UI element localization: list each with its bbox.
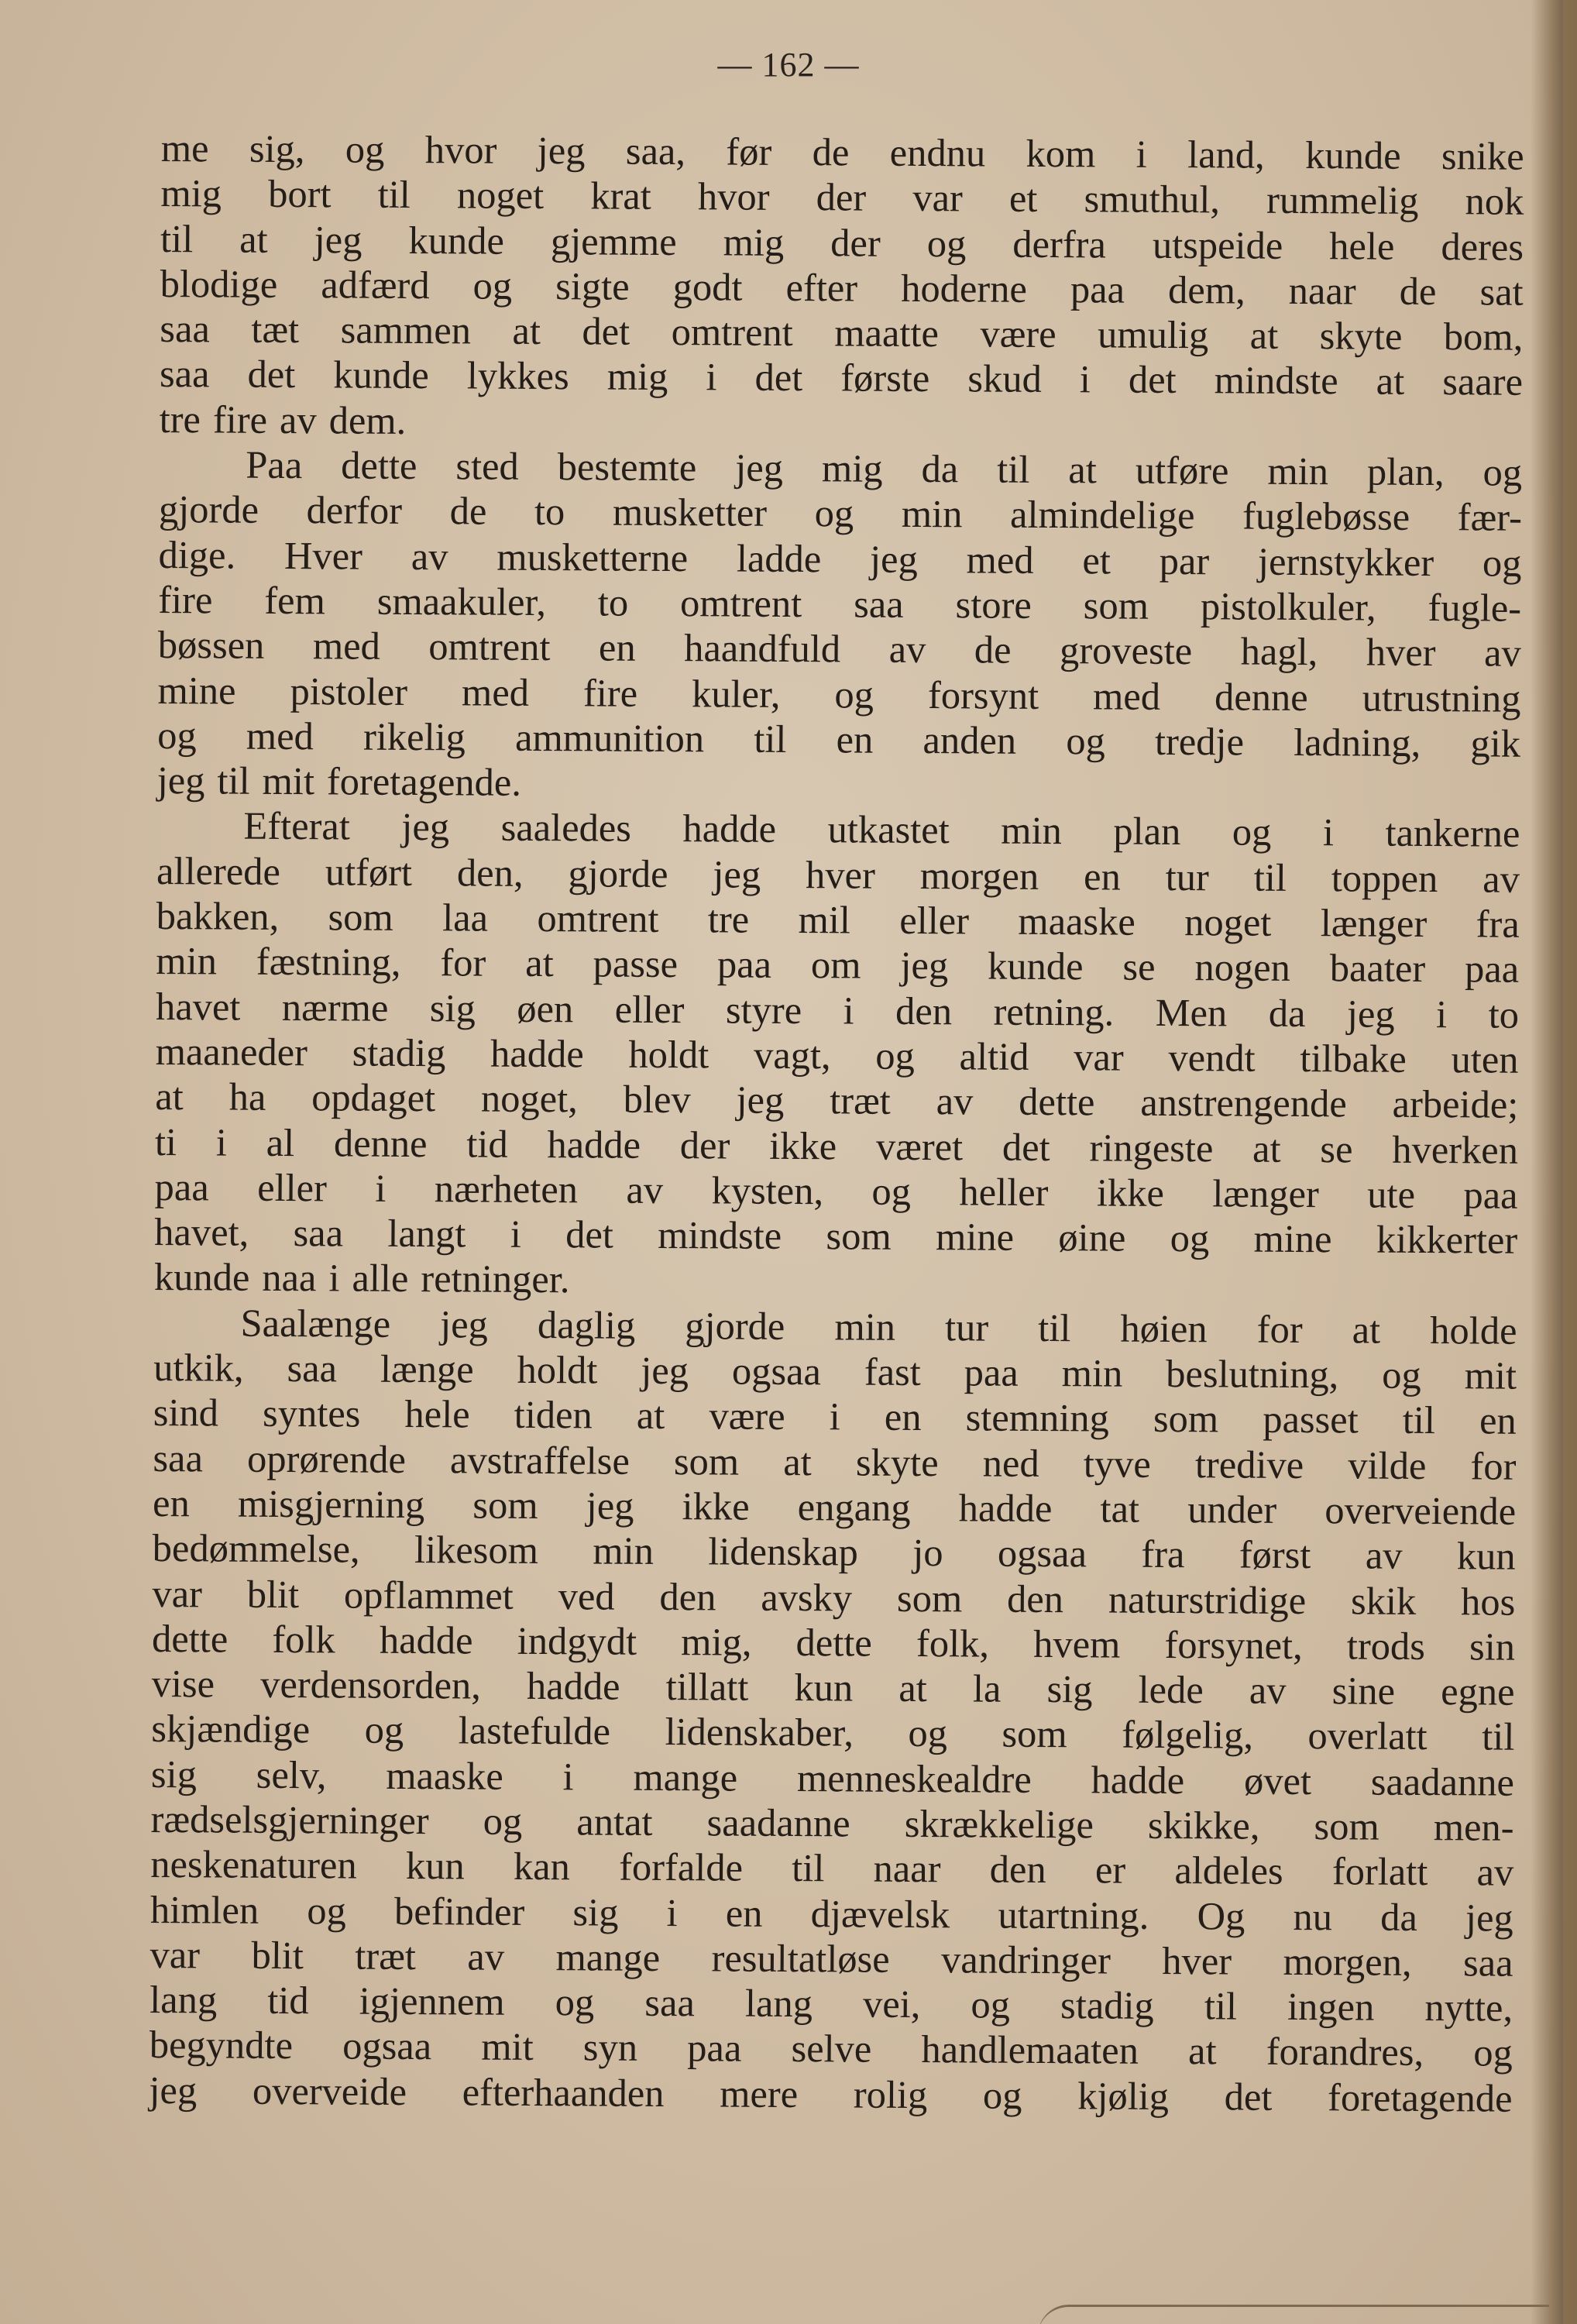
text-line: fire fem smaakuler, to omtrent saa store som pistolkuler, fugle- bbox=[158, 577, 1522, 630]
text-line: kunde naa i alle retninger. bbox=[153, 1255, 570, 1301]
text-line: Paa dette sted bestemte jeg mig da til at utføre min plan, og bbox=[246, 442, 1523, 494]
text-line: skjændige og lastefulde lidenskaber, og som følgelig, overlatt til bbox=[151, 1707, 1515, 1759]
text-line: saa tæt sammen at det omtrent maatte være umulig at skyte bom, bbox=[160, 307, 1524, 359]
text-line: utkik, saa længe holdt jeg ogsaa fast paa min beslutning, og mit bbox=[153, 1345, 1517, 1397]
text-line: dige. Hver av musketterne ladde jeg med et par jernstykker og bbox=[158, 532, 1522, 585]
text-line: en misgjerning som jeg ikke engang hadde tat under overveiende bbox=[152, 1480, 1517, 1533]
text-line: maaneder stadig hadde holdt vagt, og altid var vendt tilbake uten bbox=[155, 1029, 1519, 1081]
text-line: og med rikelig ammunition til en anden og tredje ladning, gik bbox=[157, 713, 1521, 765]
text-line: var blit opflammet ved den avsky som den naturstridige skik hos bbox=[152, 1571, 1516, 1624]
page-number: — 162 — bbox=[717, 46, 860, 84]
text-line: bøssen med omtrent en haandfuld av de groveste hagl, hver av bbox=[157, 623, 1521, 676]
text-line: saa det kunde lykkes mig i det første skud i det mindste at saare bbox=[159, 352, 1524, 404]
text-line: allerede utført den, gjorde jeg hver morgen en tur til toppen av bbox=[156, 848, 1520, 901]
text-line: bakken, som laa omtrent tre mil eller maaske noget længer fra bbox=[156, 894, 1520, 946]
text-line: havet, saa langt i det mindste som mine øine og mine kikkerter bbox=[154, 1210, 1518, 1262]
text-line: dette folk hadde indgydt mig, dette folk, hvem forsynet, trods sin bbox=[151, 1616, 1516, 1669]
text-line: me sig, og hvor jeg saa, før de endnu kom i land, kunde snike bbox=[160, 125, 1524, 178]
text-line: saa oprørende avstraffelse som at skyte ned tyve tredive vilde for bbox=[153, 1435, 1517, 1488]
text-line: at ha opdaget noget, blev jeg træt av dette anstrengende arbeide; bbox=[155, 1074, 1519, 1126]
text-line: blodige adfærd og sigte godt efter hoderne paa dem, naar de sat bbox=[160, 261, 1524, 314]
text-line: neskenaturen kun kan forfalde til naar den er aldeles forlatt av bbox=[150, 1842, 1514, 1894]
text-line: rædselsgjerninger og antat saadanne skrækkelige skikke, som men- bbox=[150, 1796, 1514, 1849]
text-line: var blit træt av mange resultatløse vandringer hver morgen, saa bbox=[149, 1932, 1513, 1985]
text-line: mine pistoler med fire kuler, og forsynt med denne utrustning bbox=[157, 668, 1521, 720]
text-line: tre fire av dem. bbox=[159, 397, 407, 442]
text-line: himlen og befinder sig i en djævelsk utartning. Og nu da jeg bbox=[149, 1887, 1513, 1940]
text-line: paa eller i nærheten av kysten, og heller ikke længer ute paa bbox=[154, 1164, 1518, 1217]
text-line: vise verdensorden, hadde tillatt kun at la sig lede av sine egne bbox=[151, 1662, 1515, 1714]
text-line: til at jeg kunde gjemme mig der og derfra utspeide hele deres bbox=[160, 216, 1524, 269]
text-line: mig bort til noget krat hvor der var et smuthul, rummelig nok bbox=[160, 171, 1524, 224]
text-line: min fæstning, for at passe paa om jeg kunde se nogen baater paa bbox=[156, 939, 1520, 992]
text-line: jeg overveide efterhaanden mere rolig og kjølig det foretagende bbox=[149, 2068, 1513, 2120]
text-line: sig selv, maaske i mange menneskealdre hadde øvet saadanne bbox=[150, 1752, 1515, 1804]
text-line: gjorde derfor de to musketter og min almindelige fuglebøsse fær- bbox=[158, 487, 1523, 540]
text-line: bedømmelse, likesom min lidenskap jo ogsaa fra først av kun bbox=[152, 1526, 1516, 1578]
text-line: jeg til mit foretagende. bbox=[156, 758, 522, 805]
text-line: havet nærme sig øen eller styre i den retning. Men da jeg i to bbox=[155, 984, 1520, 1037]
text-line: Saalænge jeg daglig gjorde min tur til høien for at holde bbox=[240, 1301, 1517, 1353]
page-curl bbox=[1038, 2305, 1549, 2324]
text-line: ti i al denne tid hadde der ikke været det ringeste at se hverken bbox=[154, 1119, 1519, 1172]
binding-edge bbox=[1563, 0, 1577, 2324]
text-line: lang tid igjennem og saa lang vei, og stadig til ingen nytte, bbox=[149, 1978, 1513, 2030]
body-text bbox=[149, 125, 1524, 2121]
text-line: begyndte ogsaa mit syn paa selve handlemaaten at forandres, og bbox=[149, 2023, 1513, 2075]
text-line: Efterat jeg saaledes hadde utkastet min plan og i tankerne bbox=[243, 804, 1520, 856]
text-line: sind syntes hele tiden at være i en stemning som passet til en bbox=[153, 1391, 1517, 1443]
